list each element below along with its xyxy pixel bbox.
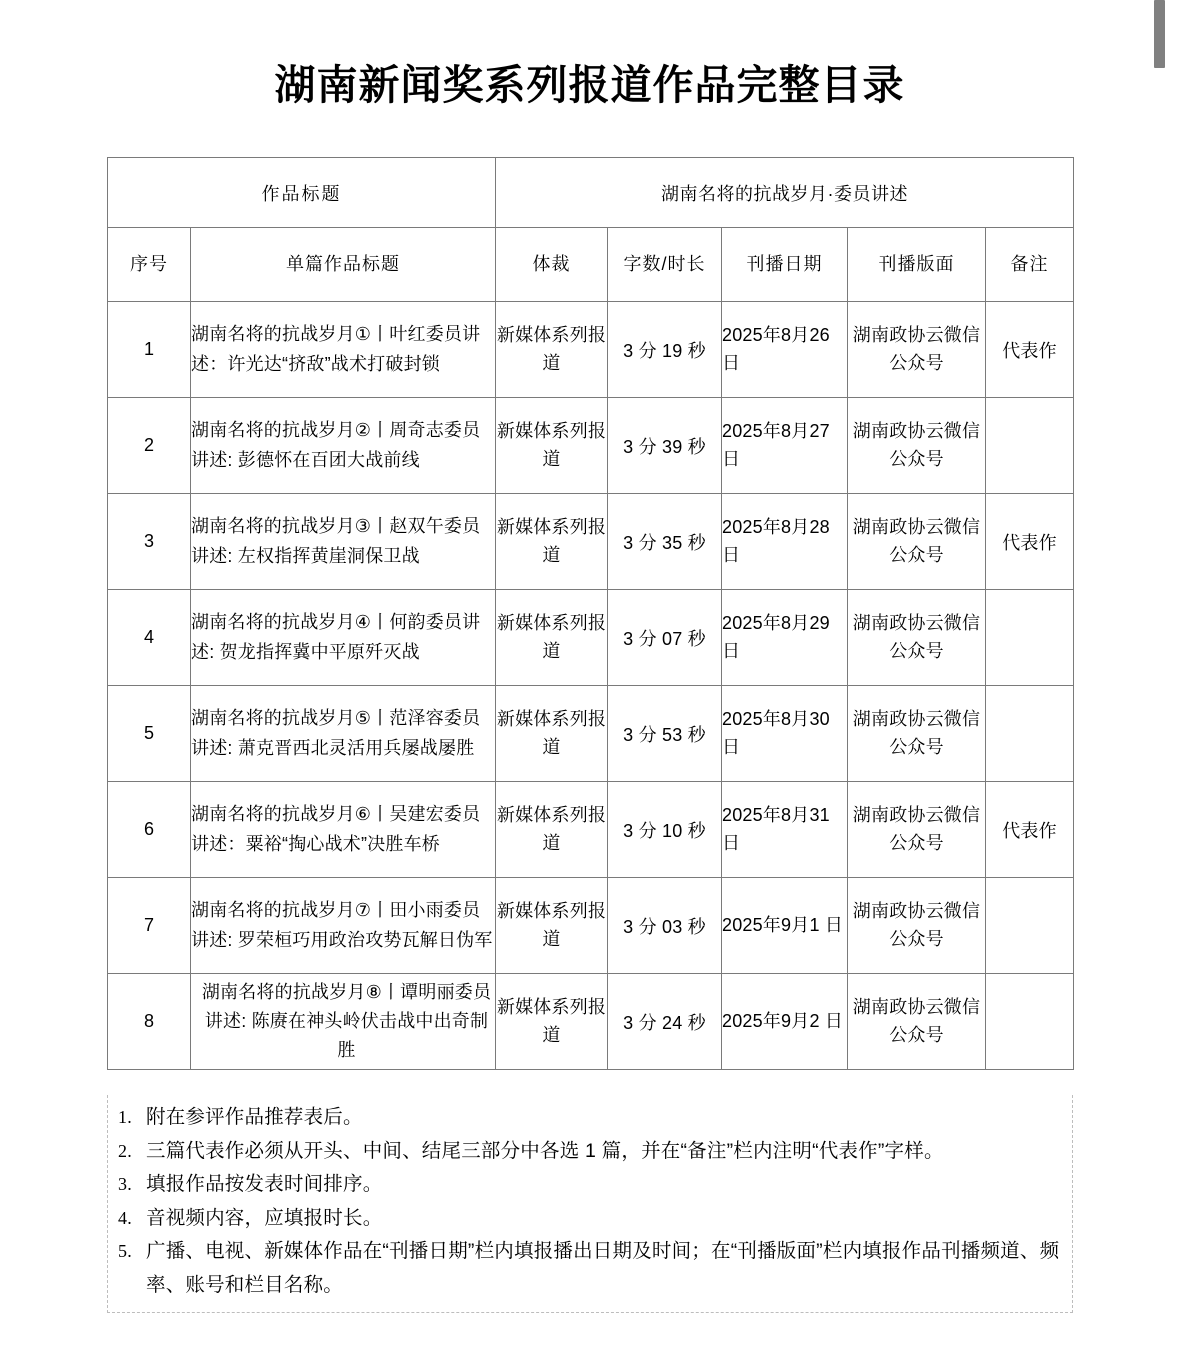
row-length: 3 分 07 秒 bbox=[608, 590, 722, 686]
row-genre: 新媒体系列报道 bbox=[496, 974, 608, 1070]
row-length: 3 分 24 秒 bbox=[608, 974, 722, 1070]
row-date: 2025年8月30 日 bbox=[722, 686, 848, 782]
row-note bbox=[986, 878, 1074, 974]
vertical-scrollbar[interactable] bbox=[1161, 0, 1172, 1351]
row-length: 3 分 10 秒 bbox=[608, 782, 722, 878]
column-header-title: 单篇作品标题 bbox=[191, 228, 496, 302]
footnote-item bbox=[112, 1168, 1068, 1202]
footnote-item bbox=[112, 1202, 1068, 1236]
row-title: 湖南名将的抗战岁月⑤丨范泽容委员讲述: 萧克晋西北灵活用兵屡战屡胜 bbox=[191, 686, 496, 782]
row-channel: 湖南政协云微信公众号 bbox=[848, 398, 986, 494]
work-title-row bbox=[108, 158, 1074, 228]
row-index: 1 bbox=[108, 302, 191, 398]
row-length: 3 分 19 秒 bbox=[608, 302, 722, 398]
column-header-date: 刊播日期 bbox=[722, 228, 848, 302]
row-title: 湖南名将的抗战岁月②丨周奇志委员讲述: 彭德怀在百团大战前线 bbox=[191, 398, 496, 494]
footnote-text: 填报作品按发表时间排序。 bbox=[146, 1173, 383, 1196]
row-date: 2025年8月27 日 bbox=[722, 398, 848, 494]
footnote-text: 三篇代表作必须从开头、中间、结尾三部分中各选 1 篇，并在“备注”栏内注明“代表作”字样。 bbox=[146, 1139, 944, 1162]
row-genre: 新媒体系列报道 bbox=[496, 686, 608, 782]
catalog-table bbox=[107, 157, 1074, 1070]
row-title: 湖南名将的抗战岁月⑧丨谭明丽委员讲述: 陈赓在神头岭伏击战中出奇制胜 bbox=[191, 974, 496, 1070]
catalog-table-container bbox=[107, 157, 1073, 1070]
row-length: 3 分 03 秒 bbox=[608, 878, 722, 974]
row-genre: 新媒体系列报道 bbox=[496, 494, 608, 590]
row-channel: 湖南政协云微信公众号 bbox=[848, 590, 986, 686]
work-title-label: 作品标题 bbox=[108, 158, 496, 228]
row-index: 6 bbox=[108, 782, 191, 878]
column-header-index: 序号 bbox=[108, 228, 191, 302]
footnote-number: 3. bbox=[118, 1174, 132, 1195]
footnote-number: 4. bbox=[118, 1207, 132, 1228]
table-row bbox=[108, 494, 1074, 590]
row-genre: 新媒体系列报道 bbox=[496, 878, 608, 974]
column-header-channel: 刊播版面 bbox=[848, 228, 986, 302]
row-channel: 湖南政协云微信公众号 bbox=[848, 878, 986, 974]
row-date: 2025年9月1 日 bbox=[722, 878, 848, 974]
row-note: 代表作 bbox=[986, 494, 1074, 590]
row-date: 2025年8月26 日 bbox=[722, 302, 848, 398]
footnote-number: 1. bbox=[118, 1107, 132, 1127]
row-index: 8 bbox=[108, 974, 191, 1070]
table-row bbox=[108, 974, 1074, 1070]
row-date: 2025年9月2 日 bbox=[722, 974, 848, 1070]
row-index: 4 bbox=[108, 590, 191, 686]
row-title: 湖南名将的抗战岁月④丨何韵委员讲述: 贺龙指挥冀中平原歼灭战 bbox=[191, 590, 496, 686]
footnote-text: 广播、电视、新媒体作品在“刊播日期”栏内填报播出日期及时间；在“刊播版面”栏内填报作品刊播频道、频率、账号和栏目名称。 bbox=[146, 1240, 1060, 1296]
column-header-length: 字数/时长 bbox=[608, 228, 722, 302]
row-genre: 新媒体系列报道 bbox=[496, 590, 608, 686]
table-row bbox=[108, 686, 1074, 782]
row-genre: 新媒体系列报道 bbox=[496, 782, 608, 878]
row-title: 湖南名将的抗战岁月⑥丨吴建宏委员讲述：粟裕“掏心战术”决胜车桥 bbox=[191, 782, 496, 878]
row-channel: 湖南政协云微信公众号 bbox=[848, 782, 986, 878]
footnote-number: 2. bbox=[118, 1140, 132, 1161]
column-header-note: 备注 bbox=[986, 228, 1074, 302]
row-note bbox=[986, 398, 1074, 494]
row-note bbox=[986, 974, 1074, 1070]
catalog-table-body bbox=[108, 158, 1074, 1070]
table-row bbox=[108, 878, 1074, 974]
row-title: 湖南名将的抗战岁月③丨赵双午委员讲述: 左权指挥黄崖洞保卫战 bbox=[191, 494, 496, 590]
row-channel: 湖南政协云微信公众号 bbox=[848, 494, 986, 590]
row-genre: 新媒体系列报道 bbox=[496, 398, 608, 494]
row-channel: 湖南政协云微信公众号 bbox=[848, 302, 986, 398]
row-channel: 湖南政协云微信公众号 bbox=[848, 686, 986, 782]
row-index: 2 bbox=[108, 398, 191, 494]
row-date: 2025年8月31 日 bbox=[722, 782, 848, 878]
table-row bbox=[108, 398, 1074, 494]
row-length: 3 分 39 秒 bbox=[608, 398, 722, 494]
row-note: 代表作 bbox=[986, 782, 1074, 878]
work-title-value: 湖南名将的抗战岁月·委员讲述 bbox=[496, 158, 1074, 228]
row-date: 2025年8月29 日 bbox=[722, 590, 848, 686]
footnote-item bbox=[112, 1235, 1068, 1302]
row-note bbox=[986, 686, 1074, 782]
footnote-item bbox=[112, 1101, 1068, 1135]
row-date: 2025年8月28 日 bbox=[722, 494, 848, 590]
row-index: 5 bbox=[108, 686, 191, 782]
row-index: 3 bbox=[108, 494, 191, 590]
footnote-text: 附在参评作品推荐表后。 bbox=[146, 1106, 363, 1128]
page-title: 湖南新闻奖系列报道作品完整目录 bbox=[274, 62, 905, 108]
footnotes-block bbox=[107, 1095, 1073, 1313]
footnote-text: 音视频内容，应填报时长。 bbox=[146, 1206, 383, 1229]
row-length: 3 分 35 秒 bbox=[608, 494, 722, 590]
row-index: 7 bbox=[108, 878, 191, 974]
row-title: 湖南名将的抗战岁月⑦丨田小雨委员讲述: 罗荣桓巧用政治攻势瓦解日伪军 bbox=[191, 878, 496, 974]
column-header-genre: 体裁 bbox=[496, 228, 608, 302]
column-header-row bbox=[108, 228, 1074, 302]
row-length: 3 分 53 秒 bbox=[608, 686, 722, 782]
row-note bbox=[986, 590, 1074, 686]
vertical-scrollbar-thumb[interactable] bbox=[1154, 0, 1165, 68]
table-row bbox=[108, 782, 1074, 878]
table-row bbox=[108, 302, 1074, 398]
row-genre: 新媒体系列报道 bbox=[496, 302, 608, 398]
row-title: 湖南名将的抗战岁月①丨叶红委员讲述：许光达“挤敌”战术打破封锁 bbox=[191, 302, 496, 398]
footnote-number: 5. bbox=[118, 1241, 132, 1262]
row-note: 代表作 bbox=[986, 302, 1074, 398]
row-channel: 湖南政协云微信公众号 bbox=[848, 974, 986, 1070]
footnote-item bbox=[112, 1135, 1068, 1169]
table-row bbox=[108, 590, 1074, 686]
